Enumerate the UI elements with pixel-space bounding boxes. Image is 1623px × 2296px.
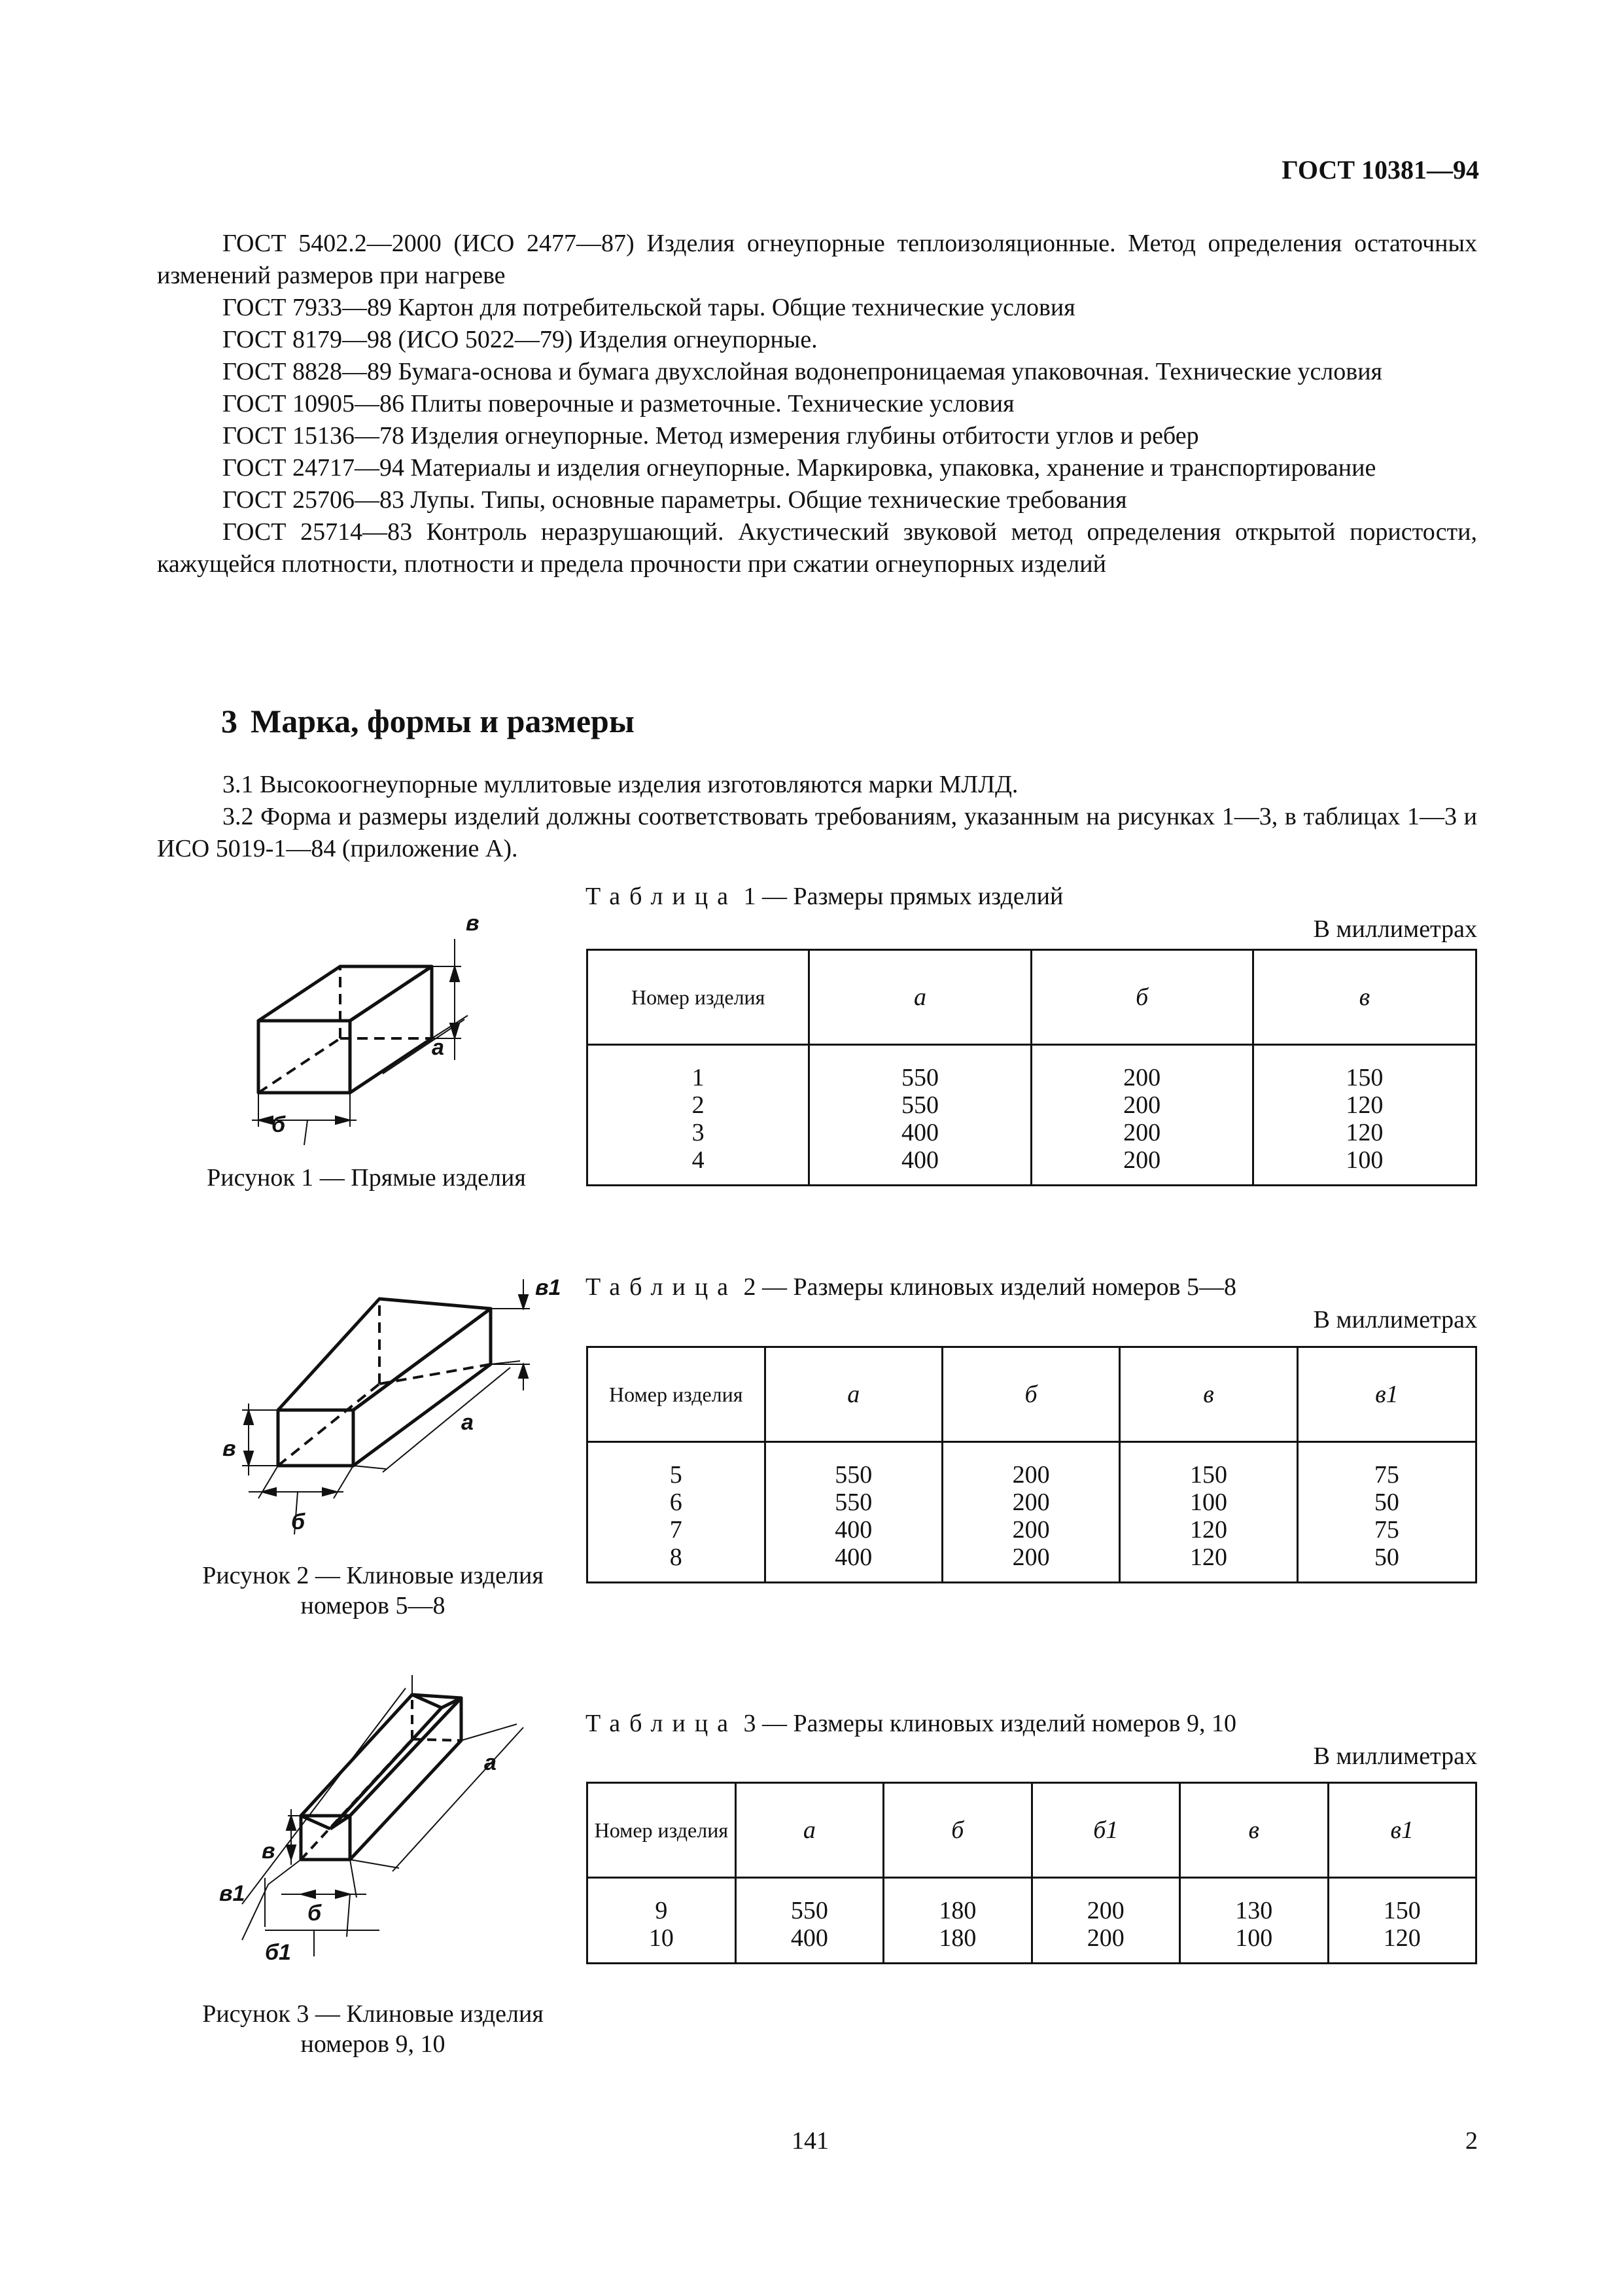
reference-item: ГОСТ 7933—89 Картон для потребительской тары. Общие технические условия (222, 294, 1075, 321)
cell-value: 200 (1123, 1119, 1161, 1146)
table-row (587, 1882, 1476, 1964)
table-3-header: в1 (1328, 1783, 1476, 1878)
table-cell (765, 1447, 942, 1583)
table-3-number: 3 (743, 1710, 756, 1737)
table-3-header: в (1180, 1783, 1328, 1878)
section-title: Марка, формы и размеры (251, 703, 635, 739)
table-2-title: — Размеры клиновых изделий номеров 5—8 (762, 1273, 1236, 1301)
cell-value: 120 (1189, 1516, 1227, 1544)
cell-value: 550 (790, 1897, 828, 1924)
table-3 (586, 1782, 1477, 1964)
reference-item: ГОСТ 5402.2—2000 (ИСО 2477—87) Изделия огнеупорные теплоизоляционные. Метод определения остаточных изменений размеров при нагреве (157, 230, 1477, 289)
references-list (157, 228, 1477, 580)
table-cell (1031, 1050, 1253, 1186)
cell-value: 180 (939, 1897, 977, 1924)
reference-item: ГОСТ 8179—98 (ИСО 5022—79) Изделия огнеупорные. (222, 326, 818, 353)
cell-value: 550 (901, 1064, 939, 1091)
table-3-header: б (884, 1783, 1032, 1878)
cell-value: 200 (1012, 1516, 1050, 1544)
table-1-header: Номер изделия (587, 950, 809, 1045)
page-number: 141 (792, 2127, 829, 2155)
cell-value: 400 (790, 1924, 828, 1952)
reference-item: ГОСТ 10905—86 Плиты поверочные и разметочные. Технические условия (222, 390, 1015, 417)
fig2-label-v1: в1 (535, 1275, 561, 1300)
table-2-header: б (942, 1347, 1119, 1442)
sheet-number: 2 (1465, 2127, 1478, 2155)
paragraph-3-2: 3.2 Форма и размеры изделий должны соответствовать требованиям, указанным на рисунках 1—3, в таблицах 1—3 и ИСО 5019-1—84 (приложение А). (157, 803, 1477, 862)
cell-value: 200 (1012, 1461, 1050, 1489)
table-cell (1328, 1882, 1476, 1964)
table-1-number: 1 (743, 883, 756, 910)
cell-value: 5 (669, 1461, 682, 1489)
table-cell (1253, 1050, 1476, 1186)
cell-value: 10 (648, 1924, 674, 1952)
cell-value: 200 (1123, 1146, 1161, 1174)
document-code: ГОСТ 10381—94 (1282, 155, 1479, 185)
section-number: 3 (221, 703, 237, 739)
cell-value: 120 (1346, 1091, 1384, 1119)
table-3-header: б1 (1032, 1783, 1179, 1878)
table-2-units: В миллиметрах (1313, 1306, 1477, 1333)
fig3-label-a: а (484, 1750, 497, 1775)
cell-value: 75 (1374, 1516, 1399, 1544)
figure-3-drawing (216, 1669, 556, 1969)
figure-1-drawing (232, 883, 494, 1139)
reference-item: ГОСТ 24717—94 Материалы и изделия огнеупорные. Маркировка, упаковка, хранение и транспортирование (222, 454, 1376, 482)
figure-2-caption: Рисунок 2 — Клиновые изделия номеров 5—8 (202, 1562, 544, 1619)
figure-3-caption: Рисунок 3 — Клиновые изделия номеров 9, 10 (202, 2000, 544, 2058)
cell-value: 100 (1235, 1924, 1273, 1952)
table-cell (1120, 1447, 1297, 1583)
cell-value: 6 (669, 1489, 682, 1516)
cell-value: 100 (1189, 1489, 1227, 1516)
cell-value: 7 (669, 1516, 682, 1544)
cell-value: 75 (1374, 1461, 1399, 1489)
cell-value: 1 (691, 1064, 705, 1091)
cell-value: 200 (1087, 1897, 1125, 1924)
cell-value: 550 (835, 1489, 873, 1516)
cell-value: 550 (901, 1091, 939, 1119)
fig3-label-v: в (262, 1839, 275, 1863)
table-1 (586, 949, 1477, 1186)
table-cell (942, 1447, 1119, 1583)
table-1-caption (585, 882, 1063, 911)
table-2-word: Таблица (585, 1273, 738, 1301)
table-1-header: а (809, 950, 1031, 1045)
table-1-title: — Размеры прямых изделий (762, 883, 1064, 910)
table-cell (1032, 1882, 1179, 1964)
cell-value: 400 (835, 1516, 873, 1544)
cell-value: 130 (1235, 1897, 1273, 1924)
table-2-header: а (765, 1347, 942, 1442)
table-3-header: Номер изделия (587, 1783, 736, 1878)
paragraph-3-1: 3.1 Высокоогнеупорные муллитовые изделия изготовляются марки МЛЛД. (222, 771, 1019, 798)
table-cell (1180, 1882, 1328, 1964)
figure-2-drawing (222, 1273, 561, 1541)
table-1-header: в (1253, 950, 1476, 1045)
table-cell (884, 1882, 1032, 1964)
table-2-number: 2 (743, 1273, 756, 1301)
table-cell (735, 1882, 883, 1964)
reference-item: ГОСТ 15136—78 Изделия огнеупорные. Метод измерения глубины отбитости углов и ребер (222, 422, 1199, 450)
cell-value: 200 (1012, 1489, 1050, 1516)
table-row (587, 1447, 1476, 1583)
cell-value: 180 (939, 1924, 977, 1952)
fig2-label-a: а (461, 1410, 474, 1435)
figure-1-caption: Рисунок 1 — Прямые изделия (207, 1164, 526, 1192)
table-1-word: Таблица (585, 883, 738, 910)
cell-value: 550 (835, 1461, 873, 1489)
fig2-label-b: б (291, 1510, 305, 1534)
table-1-units: В миллиметрах (1313, 915, 1477, 943)
cell-value: 200 (1123, 1064, 1161, 1091)
fig1-label-b: б (271, 1112, 286, 1137)
table-cell (587, 1882, 736, 1964)
table-cell (809, 1050, 1031, 1186)
reference-item: ГОСТ 8828—89 Бумага-основа и бумага двухслойная водонепроницаемая упаковочная. Технические условия (222, 358, 1383, 385)
cell-value: 150 (1189, 1461, 1227, 1489)
cell-value: 400 (901, 1146, 939, 1174)
cell-value: 100 (1346, 1146, 1384, 1174)
table-row (587, 1050, 1476, 1186)
table-2-header: в (1120, 1347, 1297, 1442)
reference-item: ГОСТ 25706—83 Лупы. Типы, основные параметры. Общие технические требования (222, 486, 1127, 514)
table-3-units: В миллиметрах (1313, 1742, 1477, 1770)
cell-value: 400 (835, 1544, 873, 1571)
cell-value: 3 (691, 1119, 705, 1146)
fig3-label-v1: в1 (219, 1881, 245, 1906)
cell-value: 50 (1374, 1489, 1399, 1516)
cell-value: 2 (691, 1091, 705, 1119)
cell-value: 120 (1189, 1544, 1227, 1571)
table-3-header: а (735, 1783, 883, 1878)
section-heading (221, 702, 635, 740)
cell-value: 8 (669, 1544, 682, 1571)
table-2-header: в1 (1297, 1347, 1476, 1442)
table-3-word: Таблица (585, 1710, 738, 1737)
cell-value: 150 (1383, 1897, 1421, 1924)
cell-value: 200 (1123, 1091, 1161, 1119)
cell-value: 9 (655, 1897, 668, 1924)
cell-value: 50 (1374, 1544, 1399, 1571)
cell-value: 200 (1087, 1924, 1125, 1952)
table-cell (1297, 1447, 1476, 1583)
fig3-label-b1: б1 (265, 1940, 291, 1965)
table-3-caption (585, 1709, 1236, 1738)
table-2-header: Номер изделия (587, 1347, 765, 1442)
cell-value: 400 (901, 1119, 939, 1146)
table-2-caption (585, 1273, 1236, 1301)
cell-value: 4 (691, 1146, 705, 1174)
fig2-label-v: в (222, 1436, 236, 1461)
table-1-header: б (1031, 950, 1253, 1045)
table-cell (587, 1447, 765, 1583)
cell-value: 120 (1383, 1924, 1421, 1952)
cell-value: 200 (1012, 1544, 1050, 1571)
table-3-title: — Размеры клиновых изделий номеров 9, 10 (762, 1710, 1236, 1737)
table-2 (586, 1346, 1477, 1583)
fig3-label-b: б (307, 1901, 322, 1926)
cell-value: 150 (1346, 1064, 1384, 1091)
reference-item: ГОСТ 25714—83 Контроль неразрушающий. Акустический звуковой метод определения открытой пористости, кажущейся плотности, плотности и предела прочности при сжатии огнеупорных изделий (157, 518, 1477, 578)
table-cell (587, 1050, 809, 1186)
fig1-label-v: в (466, 911, 480, 936)
fig1-label-a: а (432, 1035, 444, 1060)
cell-value: 120 (1346, 1119, 1384, 1146)
